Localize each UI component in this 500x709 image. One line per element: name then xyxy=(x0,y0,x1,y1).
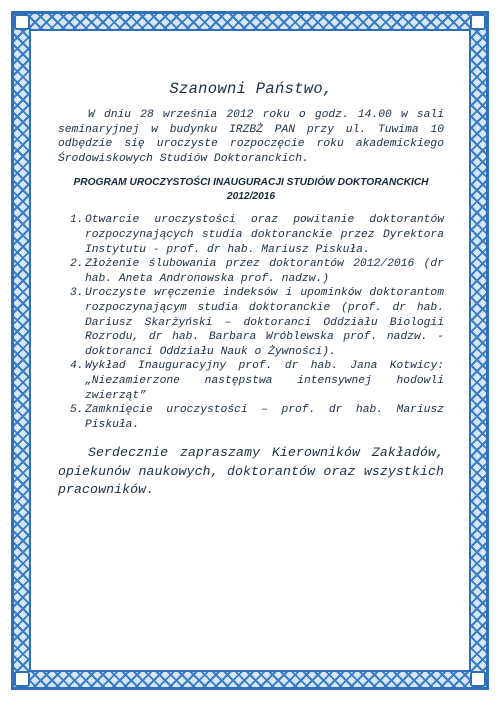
program-item-number: 5. xyxy=(70,404,84,417)
program-item xyxy=(58,286,444,359)
program-item-number: 4. xyxy=(70,360,84,373)
letter-body xyxy=(58,80,444,500)
closing-invitation: Serdecznie zapraszamy Kierowników Zakładów, opiekunów naukowych, doktorantów oraz wszystkich pracowników. xyxy=(58,445,444,498)
program-item xyxy=(58,403,444,432)
program-item xyxy=(58,213,444,257)
program-item-text: Uroczyste wręczenie indeksów i upominków doktorantom rozpoczynającym studia doktoranckie (prof. dr hab. Dariusz Skarżyński – doktoranci Oddziału Biologii Rozrodu, dr hab. Barbara Wróblewska prof. nadzw. - doktoranci Oddziału Nauk o Żywności). xyxy=(85,287,444,358)
program-item-number: 2. xyxy=(70,258,84,271)
program-list xyxy=(58,213,444,432)
corner-ornament-bottom-left xyxy=(14,671,30,687)
program-item-number: 1. xyxy=(70,214,84,227)
intro-paragraph: W dniu 28 września 2012 roku o godz. 14.00 w sali seminaryjnej w budynku IRZBŻ PAN przy ul. Tuwima 10 odbędzie się uroczyste rozpoczęcie roku akademickiego Środowiskowych Studiów Doktoranckich. xyxy=(58,109,444,165)
program-item-text: Otwarcie uroczystości oraz powitanie doktorantów rozpoczynających studia doktoranckie przez Dyrektora Instytutu - prof. dr hab. Mariusz Piskuła. xyxy=(85,214,444,256)
program-title: PROGRAM UROCZYSTOŚCI INAUGURACJI STUDIÓW DOKTORANCKICH 2012/2016 xyxy=(73,177,429,202)
corner-ornament-top-right xyxy=(470,14,486,30)
program-item xyxy=(58,257,444,286)
program-item-number: 3. xyxy=(70,287,84,300)
program-item-text: Zamknięcie uroczystości – prof. dr hab. Mariusz Piskuła. xyxy=(85,404,444,431)
program-item xyxy=(58,359,444,403)
greeting: Szanowni Państwo, xyxy=(169,80,333,98)
program-item-text: Wykład Inauguracyjny prof. dr hab. Jana Kotwicy: „Niezamierzone następstwa intensywnej hodowli zwierząt” xyxy=(85,360,444,402)
corner-ornament-top-left xyxy=(14,14,30,30)
corner-ornament-bottom-right xyxy=(470,671,486,687)
program-item-text: Złożenie ślubowania przez doktorantów 2012/2016 (dr hab. Aneta Andronowska prof. nadzw.) xyxy=(85,258,444,285)
